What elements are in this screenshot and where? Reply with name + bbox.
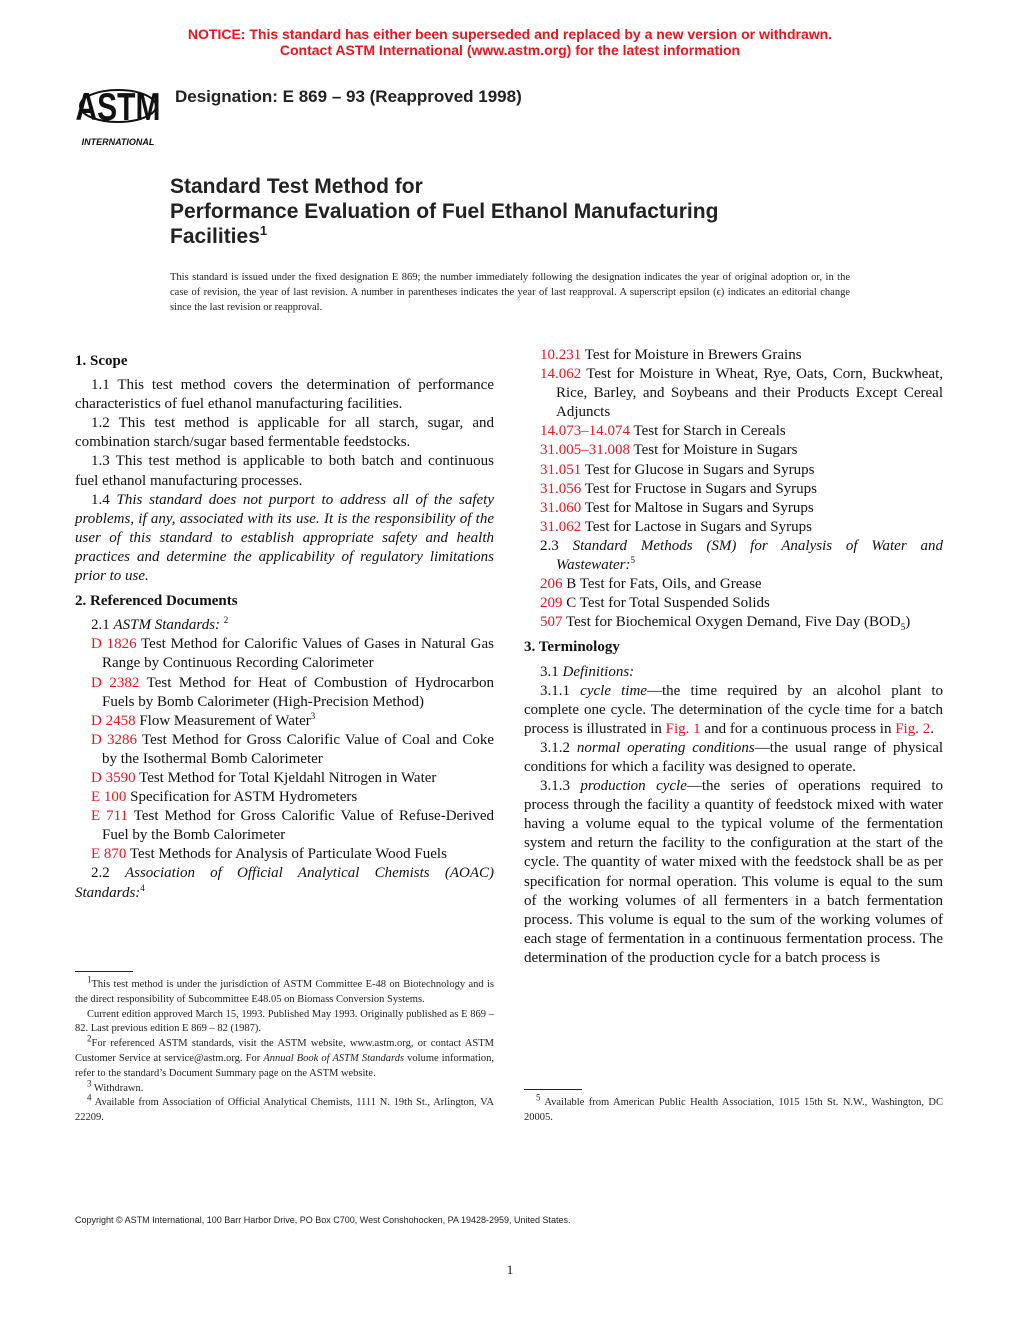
reference-item [75, 731, 494, 769]
paragraph [75, 974, 494, 1008]
svg-text:ASTM: ASTM [76, 86, 160, 129]
reference-link[interactable]: D 3590 [91, 769, 136, 786]
text-run: Test Method for Gross Calorific Value of Coal and Coke by the Isothermal Bomb Calorimeter [102, 731, 494, 767]
section-heading [524, 638, 943, 657]
astm-logo [76, 72, 160, 148]
reference-item [75, 769, 494, 788]
footnote-ref: 1 [87, 974, 92, 985]
text-run: 3.1.1 [540, 682, 581, 699]
paragraph [75, 491, 494, 586]
paragraph [524, 1092, 943, 1126]
reference-link[interactable]: Fig. 1 [665, 720, 701, 737]
text-run: cycle time [580, 682, 647, 699]
text-run: Available from Association of Official Analytical Chemists, 1111 N. 19th St., Arlington, VA 22209. [75, 1097, 494, 1124]
footnote-divider [75, 971, 133, 972]
reference-item [524, 575, 943, 594]
reference-item [524, 613, 943, 632]
text-run: Test for Moisture in Wheat, Rye, Oats, Corn, Buckwheat, Rice, Barley, and Soybeans and their Products Except Cereal Adjuncts [556, 366, 943, 421]
text-run: 3.1 [540, 663, 563, 680]
reference-link[interactable]: D 2458 [91, 712, 136, 729]
document-title [170, 174, 718, 249]
reference-link[interactable]: 31.051 [540, 461, 582, 478]
text-run: —the usual range of physical conditions for which a facility was designed to operate. [524, 739, 944, 775]
reference-link[interactable]: 31.062 [540, 518, 582, 535]
reference-item [524, 480, 943, 499]
text-run: Standard Methods (SM) for Analysis of Water and Wastewater: [556, 537, 944, 574]
text-run: 3.1.2 [540, 739, 577, 756]
footnotes-left [75, 974, 494, 1126]
reference-item [524, 499, 943, 518]
designation: Designation: E 869 – 93 (Reapproved 1998) [175, 87, 522, 106]
svg-text:INTERNATIONAL: INTERNATIONAL [81, 137, 155, 147]
reference-link[interactable]: E 870 [91, 846, 127, 863]
text-run: Test Methods for Analysis of Particulate Wood Fuels [126, 846, 447, 863]
text-run: Flow Measurement of Water [135, 712, 311, 729]
left-column [75, 346, 494, 1126]
title-line-3: Facilities [170, 225, 260, 248]
footnote-ref: 2 [223, 615, 229, 626]
text-run: Specification for ASTM Hydrometers [126, 789, 358, 806]
text-run: ) [905, 614, 911, 631]
text-run: Test for Moisture in Sugars [630, 442, 798, 459]
right-column-content [524, 346, 943, 968]
paragraph [75, 864, 494, 902]
text-run: 1.3 This test method is applicable to both batch and continuous fuel ethanol manufacturing processes. [75, 453, 494, 489]
text-run: This standard does not purport to address all of the safety problems, if any, associated with its use. It is the responsibility of the user of this standard to establish appropriate safety and health practices and determine the applicability of regulatory limitations prior to use. [75, 491, 495, 585]
title-footnote-ref[interactable]: 1 [259, 223, 268, 238]
text-run: C Test for Total Suspended Solids [562, 595, 770, 612]
text-run: 1.2 This test method is applicable for all starch, sugar, and combination starch/sugar based fermentable feedstocks. [75, 415, 494, 451]
text-run: Test for Glucose in Sugars and Syrups [581, 461, 815, 478]
text-run: Test for Lactose in Sugars and Syrups [581, 518, 812, 535]
footnotes-left-block [75, 951, 494, 1126]
reference-item [524, 346, 943, 365]
title-line-2: Performance Evaluation of Fuel Ethanol Manufacturing [170, 200, 719, 223]
reference-link[interactable]: 206 [540, 576, 563, 593]
text-run: 2.3 [540, 537, 573, 554]
footnotes-right-block [524, 1069, 943, 1126]
paragraph [75, 1008, 494, 1038]
reference-link[interactable]: 209 [540, 595, 563, 612]
reference-link[interactable]: Fig. 2 [895, 720, 931, 737]
reference-item [524, 537, 943, 575]
text-run: 3. Terminology [524, 639, 620, 656]
text-run: Withdrawn. [91, 1082, 144, 1094]
paragraph [75, 1092, 494, 1126]
reference-item [75, 807, 494, 845]
footnote-ref: 4 [140, 882, 145, 893]
text-run: Association of Official Analytical Chemists (AOAC) Standards: [75, 865, 494, 901]
text-run: 3.1.3 [540, 778, 581, 795]
left-column-content [75, 346, 494, 903]
text-run: Test for Biochemical Oxygen Demand, Five Day (BOD [562, 614, 901, 631]
section-heading [75, 352, 494, 371]
paragraph [75, 414, 494, 452]
paragraph [524, 777, 943, 968]
page-number: 1 [506, 1262, 514, 1277]
text-run: B Test for Fats, Oils, and Grease [562, 576, 762, 593]
text-run: This test method is under the jurisdiction of ASTM Committee E-48 on Biotechnology and is the direct responsibility of Subcommittee E48.05 on Biomass Conversion Systems. [75, 979, 494, 1005]
reference-item [524, 594, 943, 613]
reference-link[interactable]: D 2382 [91, 674, 140, 691]
text-run: 2. Referenced Documents [75, 593, 238, 610]
text-run: . [930, 720, 934, 737]
text-run: Test for Fructose in Sugars and Syrups [581, 480, 817, 497]
text-run: 2.1 [91, 617, 114, 634]
text-run: 1. Scope [75, 353, 128, 369]
reference-item [75, 845, 494, 864]
reference-item [75, 674, 494, 712]
reference-item [75, 635, 494, 673]
paragraph [75, 452, 494, 490]
text-run: Test for Moisture in Brewers Grains [581, 347, 802, 363]
text-run: Test Method for Heat of Combustion of Hydrocarbon Fuels by Bomb Calorimeter (High-Precision Method) [102, 674, 494, 710]
paragraph [75, 1033, 494, 1081]
section-heading [75, 592, 494, 611]
text-run: production cycle [580, 778, 687, 795]
right-column [524, 346, 943, 1126]
reference-link[interactable]: E 711 [91, 808, 129, 825]
text-run: Test for Starch in Cereals [630, 423, 786, 440]
text-run: Annual Book of ASTM Standards [263, 1053, 405, 1065]
reference-link[interactable]: 31.060 [540, 499, 582, 516]
reference-item [524, 365, 943, 422]
reference-link[interactable]: 507 [540, 614, 563, 631]
reference-item [524, 422, 943, 441]
text-run: normal operating conditions [576, 739, 755, 756]
reference-item [75, 788, 494, 807]
reference-link[interactable]: 31.056 [540, 480, 582, 497]
reference-item [524, 461, 943, 480]
title-line-1: Standard Test Method for [170, 175, 423, 198]
reference-link[interactable]: 31.005–31.008 [540, 442, 630, 459]
footnotes-right [524, 1092, 943, 1126]
text-run: 2.2 [91, 865, 125, 882]
notice-line-2: Contact ASTM International (www.astm.org) for the latest information [279, 42, 741, 58]
paragraph [524, 739, 943, 777]
reference-link[interactable]: D 1826 [91, 636, 137, 653]
footnote-ref: 2 [87, 1033, 92, 1044]
text-run: 1.1 This test method covers the determination of performance characteristics of fuel ethanol manufacturing facilities. [75, 377, 494, 413]
paragraph [524, 682, 943, 739]
text-run: Definitions: [562, 663, 635, 680]
footnote-ref: 5 [630, 555, 635, 566]
text-run: Test for Maltose in Sugars and Syrups [581, 499, 814, 516]
issuance-note: This standard is issued under the fixed designation E 869; the number immediately following the designation indicates the year of original adoption or, in the case of revision, the year of last revision. A number in parentheses indicates the year of last reapproval. A superscript epsilon (ϵ) indicates an editorial change since the last revision or reapproval. [170, 272, 850, 313]
text-run: For referenced ASTM standards, visit the ASTM website, www.astm.org, or contact ASTM Customer Service at service@astm.org. For [75, 1038, 494, 1065]
paragraph [75, 616, 494, 635]
paragraph [75, 376, 494, 414]
reference-item [75, 712, 494, 731]
notice-banner [0, 26, 1020, 58]
text-run: Current edition approved March 15, 1993. Published May 1993. Originally published as E 869 – 82. Last previous edition E 869 – 82 (1987). [75, 1008, 494, 1035]
text-run: 5 [900, 622, 906, 633]
notice-line-1: NOTICE: This standard has either been superseded and replaced by a new version or withdrawn. [187, 26, 833, 42]
reference-item [524, 441, 943, 460]
text-run: and for a continuous process in [700, 720, 896, 737]
footnote-ref: 3 [310, 710, 316, 721]
text-run: Test Method for Total Kjeldahl Nitrogen in Water [135, 769, 437, 786]
reference-link[interactable]: 14.073–14.074 [540, 423, 630, 440]
paragraph [524, 663, 943, 682]
footnote-divider [524, 1089, 582, 1090]
text-run: Test Method for Gross Calorific Value of Refuse-Derived Fuel by the Bomb Calorimeter [102, 808, 494, 844]
footnote-ref: 3 [87, 1078, 92, 1089]
text-run: 1.4 [91, 491, 117, 508]
text-run: ASTM Standards: [113, 617, 221, 634]
reference-link[interactable]: 14.062 [540, 366, 582, 383]
document-body [75, 346, 943, 1298]
text-run: volume information, refer to the standard’s Document Summary page on the ASTM website. [75, 1053, 494, 1079]
reference-item [524, 518, 943, 537]
text-run: Test Method for Calorific Values of Gases in Natural Gas Range by Continuous Recording Calorimeter [102, 636, 494, 672]
reference-link[interactable]: D 3286 [91, 731, 138, 748]
text-run: Available from American Public Health Association, 1015 15th St. N.W., Washington, DC 20005. [524, 1097, 943, 1124]
text-run: —the time required by an alcohol plant to complete one cycle. The determination of the cycle time for a batch process is illustrated in [524, 682, 944, 737]
reference-link[interactable]: 10.231 [540, 347, 582, 363]
reference-link[interactable]: E 100 [91, 789, 127, 806]
copyright: Copyright © ASTM International, 100 Barr Harbor Drive, PO Box C700, West Conshohocken, PA 19428-2959, United States. [75, 1215, 571, 1225]
paragraph [75, 1078, 494, 1097]
footnote-ref: 5 [536, 1092, 541, 1103]
text-run: —the series of operations required to process through the facility a quantity of feedstock mixed with water having a volume equal to the typical volume of the fermentation system and return the facility to the configuration at the start of the cycle. The quantity of water mixed with the feedstock shall be as per specification for normal operation. This volume is equal to the sum of the working volumes of all fermenters in a batch fermentation process. This volume is equal to the sum of the working volumes of each stage of fermentation in a continuous fermentation process. The determination of the production cycle for a batch process is [524, 778, 943, 966]
footnote-ref: 4 [87, 1092, 92, 1103]
